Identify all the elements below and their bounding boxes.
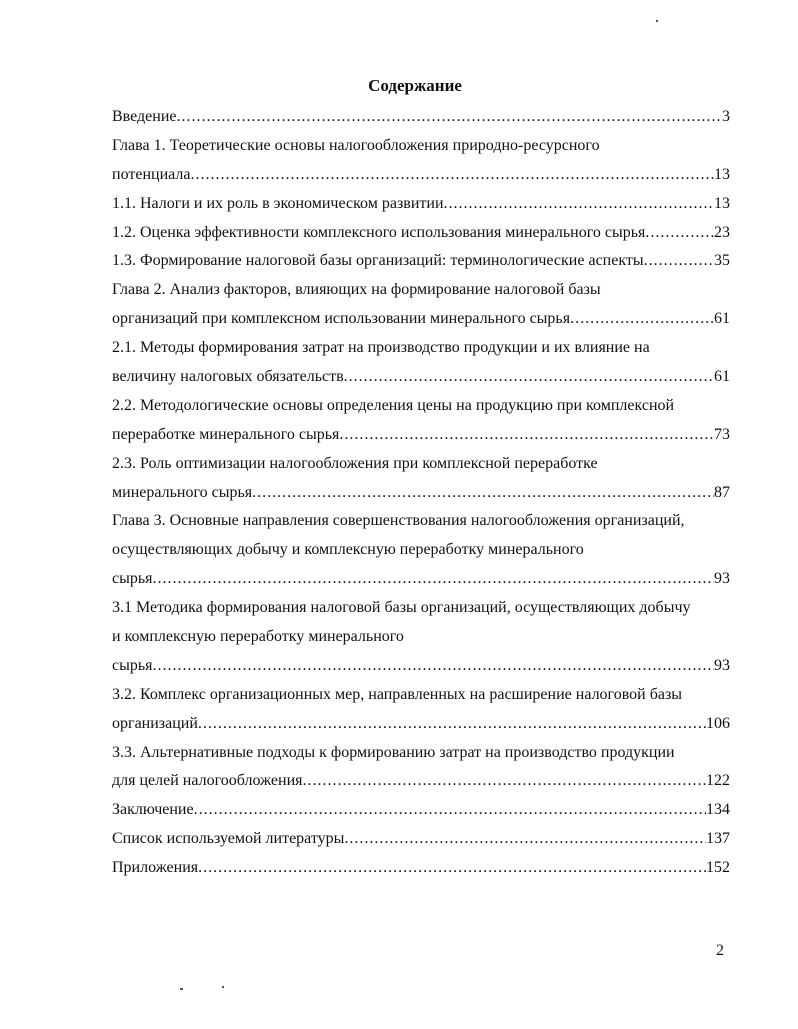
toc-entry-last-line	[112, 363, 730, 392]
toc-entry-last-line	[112, 103, 730, 132]
toc-entry[interactable]	[112, 190, 730, 219]
toc-entry[interactable]	[112, 681, 730, 739]
toc-entry[interactable]	[112, 825, 730, 854]
dot-leader	[645, 219, 714, 248]
dot-leader	[344, 825, 706, 854]
toc-entry-text: и комплексную переработку минерального	[112, 628, 404, 646]
toc-entry-last-line	[112, 421, 730, 450]
toc-page-number: 23	[714, 223, 730, 241]
toc-page-number: 93	[714, 656, 730, 674]
toc-entry-text: 2.1. Методы формирования затрат на производство продукции и их влияние на	[112, 339, 650, 357]
toc-entry-text: потенциала	[112, 165, 191, 183]
toc-entry-text: 3.1 Методика формирования налоговой базы организаций, осуществляющих добычу	[112, 599, 691, 617]
dot-leader	[339, 421, 714, 450]
toc-entry-last-line	[112, 247, 730, 276]
toc-page-number: 3	[722, 108, 730, 125]
dot-leader	[444, 190, 714, 219]
toc-entry-text: сырья	[112, 570, 153, 588]
toc-entry[interactable]	[112, 334, 730, 392]
toc-entry[interactable]	[112, 276, 730, 334]
toc-entry-text: Глава 3. Основные направления совершенствования налогообложения организаций,	[112, 512, 685, 530]
scan-speck	[222, 986, 224, 988]
dot-leader	[344, 363, 714, 392]
dot-leader	[153, 652, 714, 681]
toc-entry[interactable]	[112, 103, 730, 132]
toc-entry-last-line	[112, 219, 730, 248]
dot-leader	[303, 767, 706, 796]
toc-entry-last-line	[112, 796, 730, 825]
toc-entry[interactable]	[112, 247, 730, 276]
toc-entry[interactable]	[112, 739, 730, 797]
toc-entry-last-line	[112, 479, 730, 508]
toc-page-number: 106	[706, 714, 730, 732]
dot-leader	[190, 161, 714, 190]
toc-entry-text: организаций при комплексном использовании минерального сырья	[112, 310, 571, 328]
toc-entry-text: сырья	[112, 656, 153, 674]
dot-leader	[194, 796, 706, 825]
toc-page-number: 73	[714, 425, 730, 443]
toc-page-number: 13	[714, 194, 730, 212]
toc-entry[interactable]	[112, 854, 730, 883]
page-title: Содержание	[368, 76, 462, 95]
dot-leader	[153, 565, 714, 594]
toc-entry[interactable]	[112, 594, 730, 681]
toc-entry-last-line	[112, 652, 730, 681]
scan-speck	[180, 988, 183, 990]
dot-leader	[252, 479, 714, 508]
toc-entry-text: 3.3. Альтернативные подходы к формированию затрат на производство продукции	[112, 743, 675, 761]
toc-entry[interactable]	[112, 219, 730, 248]
scan-speck	[656, 20, 658, 22]
toc-entry-text: 1.2. Оценка эффективности комплексного использования минерального сырья	[112, 223, 646, 241]
toc-page-number: 137	[706, 830, 730, 848]
dot-leader	[198, 710, 706, 739]
toc-entry-last-line	[112, 190, 730, 219]
toc-entry-text: Заключение	[112, 801, 194, 819]
toc-page-number: 35	[714, 252, 730, 270]
toc-entry-text: 2.2. Методологические основы определения цены на продукцию при комплексной	[112, 396, 675, 414]
toc-entry-text: переработке минерального сырья	[112, 425, 340, 443]
dot-leader	[644, 247, 714, 276]
toc-entry[interactable]	[112, 132, 730, 190]
dot-leader	[570, 305, 714, 334]
toc-entry-text: 2.3. Роль оптимизации налогообложения при комплексной переработке	[112, 454, 598, 472]
toc-entry-text: Глава 2. Анализ факторов, влияющих на формирование налоговой базы	[112, 281, 601, 299]
toc-entry-text: осуществляющих добычу и комплексную переработку минерального	[112, 541, 584, 559]
toc-entry-last-line	[112, 710, 730, 739]
toc-entry-text: величину налоговых обязательств	[112, 368, 344, 386]
toc-entry-text: Введение	[112, 108, 177, 125]
toc-entry-text: для целей налогообложения	[112, 772, 303, 790]
toc-entry-text: Список используемой литературы	[112, 830, 345, 848]
toc-entry-text: 3.2. Комплекс организационных мер, направленных на расширение налоговой базы	[112, 685, 683, 703]
table-of-contents	[112, 103, 730, 883]
toc-page-number: 122	[706, 772, 730, 790]
toc-entry[interactable]	[112, 796, 730, 825]
toc-page-number: 13	[714, 165, 730, 183]
toc-entry-text: 1.1. Налоги и их роль в экономическом развитии	[112, 194, 444, 212]
toc-entry[interactable]	[112, 507, 730, 594]
toc-entry-text: 1.3. Формирование налоговой базы организаций: терминологические аспекты	[112, 252, 644, 270]
toc-page-number: 152	[706, 859, 730, 877]
toc-page-number: 61	[714, 310, 730, 328]
toc-entry-last-line	[112, 161, 730, 190]
toc-page-number: 87	[714, 483, 730, 501]
toc-entry-last-line	[112, 767, 730, 796]
toc-entry[interactable]	[112, 450, 730, 508]
toc-entry-text: организаций	[112, 714, 198, 732]
toc-entry-last-line	[112, 825, 730, 854]
toc-page-number: 134	[706, 801, 730, 819]
toc-page-number: 93	[714, 570, 730, 588]
toc-entry[interactable]	[112, 392, 730, 450]
toc-entry-text: Приложения	[112, 859, 199, 877]
toc-entry-text: минерального сырья	[112, 483, 253, 501]
page-number: 2	[716, 942, 724, 959]
toc-entry-last-line	[112, 305, 730, 334]
dot-leader	[177, 103, 723, 132]
toc-entry-text: Глава 1. Теоретические основы налогообложения природно-ресурсного	[112, 136, 600, 154]
toc-entry-last-line	[112, 565, 730, 594]
toc-page-number: 61	[714, 368, 730, 386]
toc-entry-last-line	[112, 854, 730, 883]
dot-leader	[198, 854, 706, 883]
